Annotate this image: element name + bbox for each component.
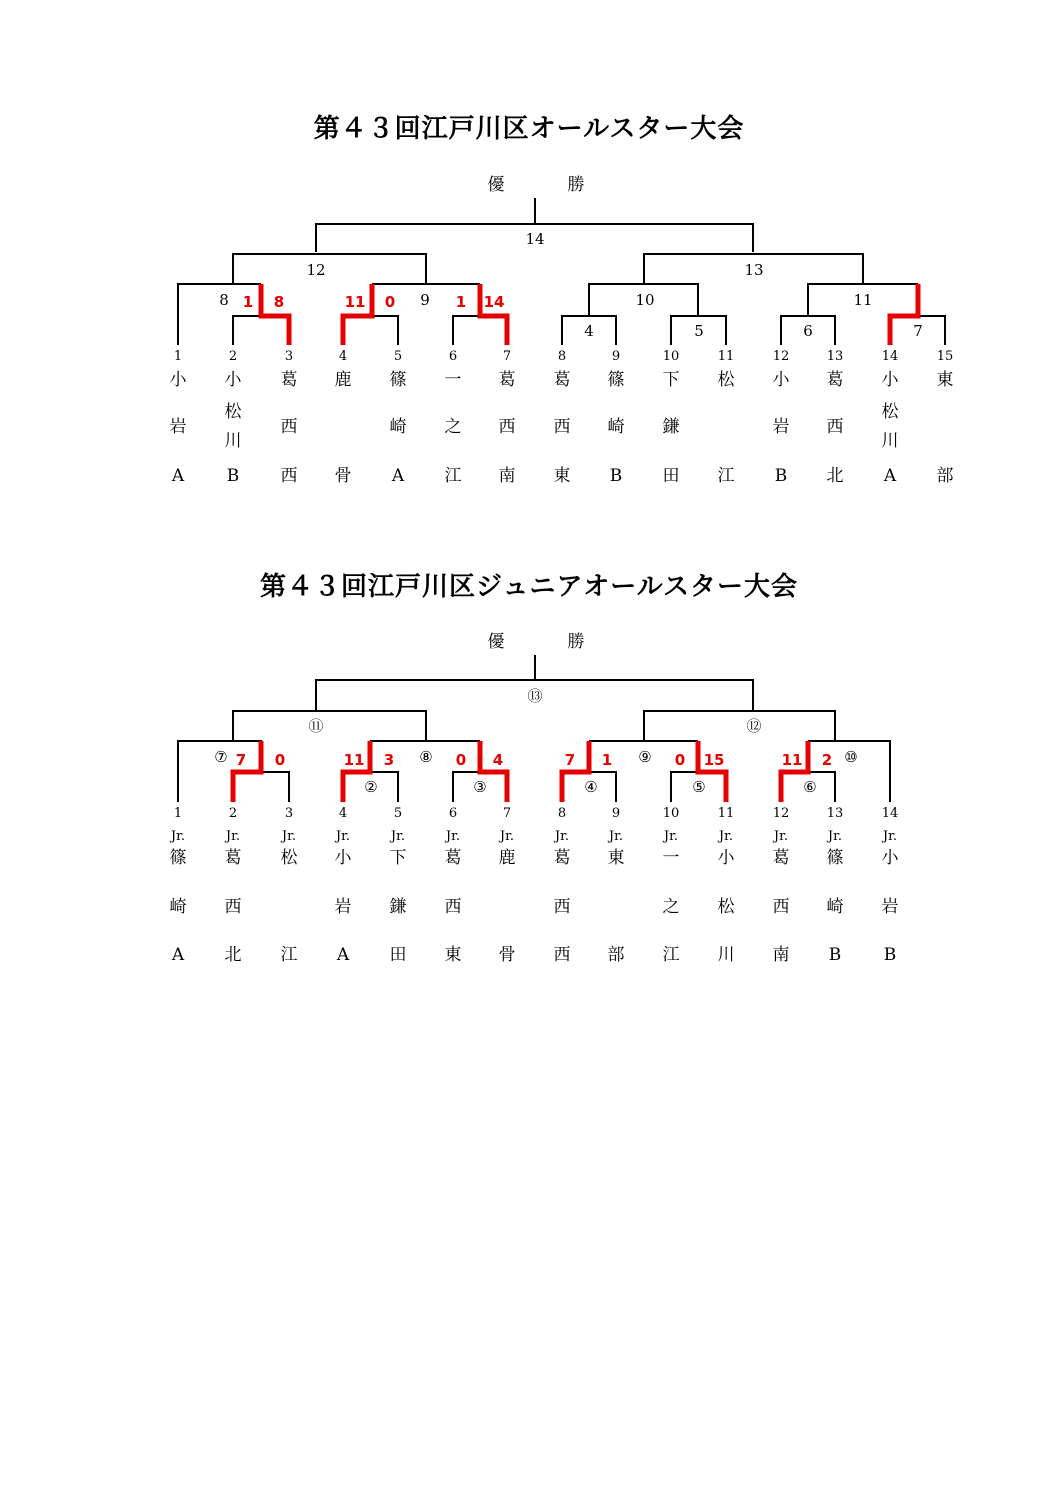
team-seed-number: 3 [284,806,294,821]
junior-prefix: Jr. [170,829,186,844]
team-seed-number: 11 [717,806,735,821]
senior-match-num: 10 [635,291,655,309]
junior-scores [236,751,832,769]
team-name-char: 西 [826,417,844,437]
team-name-char: 西 [280,466,298,486]
senior-match-num: 8 [219,291,229,309]
team-name-char: 松 [881,402,899,422]
team-seed-number: 11 [717,349,735,364]
team-name-char: 江 [662,945,680,965]
junior-prefix: Jr. [554,829,570,844]
team-name-char: 松 [717,897,735,917]
team-seed-number: 9 [611,806,621,821]
team-name-char: 之 [444,417,462,437]
team-name-char: 西 [224,897,242,917]
team-name-char: 西 [553,417,571,437]
team-name-char: 葛 [553,848,571,868]
senior-team-labels [170,349,954,486]
team-name-char: 岩 [334,897,352,917]
team-name-char: B [609,466,623,486]
team-name-char: 西 [772,897,790,917]
junior-prefix: Jr. [225,829,241,844]
team-name-char: 下 [662,370,680,390]
team-name-char: 東 [936,370,954,390]
team-name-char: 小 [717,848,735,868]
junior-prefix: Jr. [718,829,734,844]
team-seed-number: 7 [502,349,512,364]
team-seed-number: 10 [662,349,680,364]
junior-semi-left [233,711,426,741]
team-name-char: 崎 [607,417,625,437]
senior-score: 8 [273,293,285,311]
team-name-char: 江 [444,466,462,486]
team-name-char: A [391,466,405,486]
team-seed-number: 12 [772,806,790,821]
junior-match-num: ③ [473,778,487,796]
senior-match-num: 11 [853,291,873,309]
junior-match-num: ⑬ [527,687,543,705]
team-seed-number: 7 [502,806,512,821]
junior-score: 4 [492,751,504,769]
team-name-char: 松 [280,848,298,868]
junior-champion-label-1: 優 [487,632,505,652]
team-seed-number: 2 [228,349,238,364]
junior-score: 1 [601,751,613,769]
senior-champion-label-1: 優 [487,175,505,195]
team-name-char: 南 [772,945,790,965]
team-name-char: 松 [717,370,735,390]
team-name-char: 葛 [498,370,516,390]
senior-match-num: 4 [584,322,594,340]
junior-score: 0 [455,751,467,769]
team-name-char: 西 [553,897,571,917]
team-name-char: 西 [444,897,462,917]
junior-match-num: ⑪ [308,717,324,735]
senior-match-num: 7 [913,322,923,340]
junior-score: 2 [821,751,833,769]
team-seed-number: 14 [881,806,899,821]
senior-bracket [170,175,954,486]
junior-match-num: ④ [584,778,598,796]
team-name-char: 骨 [498,945,516,965]
senior-match-num: 13 [744,261,764,279]
senior-champion-label-2: 勝 [567,175,585,195]
team-name-char: 東 [553,466,571,486]
junior-prefix: Jr. [773,829,789,844]
junior-score: 0 [274,751,286,769]
junior-score: 11 [781,751,803,769]
team-name-char: 南 [498,466,516,486]
team-name-char: 之 [662,897,680,917]
team-seed-number: 9 [611,349,621,364]
team-name-char: 篠 [389,370,407,390]
team-seed-number: 5 [393,349,403,364]
junior-match-num: ⑨ [638,748,652,766]
team-name-char: 崎 [826,897,844,917]
junior-team-labels [169,806,900,965]
team-name-char: 川 [224,431,242,451]
team-name-char: 鹿 [334,370,352,390]
team-name-char: 葛 [553,370,571,390]
junior-score: 0 [674,751,686,769]
junior-score: 3 [383,751,395,769]
junior-match-num: ⑥ [803,778,817,796]
junior-prefix: Jr. [882,829,898,844]
team-name-char: 北 [826,466,844,486]
senior-match-num: 6 [803,322,813,340]
junior-prefix: Jr. [827,829,843,844]
team-name-char: 西 [498,417,516,437]
team-name-char: 葛 [772,848,790,868]
junior-semi-right [644,711,835,741]
junior-tournament-title: 第４３回江戸川区ジュニアオールスター大会 [260,572,798,602]
team-name-char: 小 [224,370,242,390]
junior-prefix: Jr. [499,829,515,844]
senior-score: 0 [384,293,396,311]
junior-match-num: ⑫ [746,717,762,735]
team-seed-number: 1 [173,806,183,821]
team-name-char: 田 [662,466,680,486]
team-name-char: 田 [389,945,407,965]
junior-match-num: ② [364,778,378,796]
junior-score: 15 [703,751,725,769]
senior-r1-b [372,316,398,345]
team-name-char: 岩 [772,417,790,437]
senior-score: 1 [455,293,467,311]
junior-match-num: ⑤ [692,778,706,796]
team-seed-number: 3 [284,349,294,364]
senior-score: 11 [344,293,366,311]
senior-match-num: 9 [420,291,430,309]
junior-score: 11 [343,751,365,769]
senior-semi-left [233,254,426,284]
team-seed-number: 2 [228,806,238,821]
team-name-char: B [883,945,897,965]
team-seed-number: 6 [448,349,458,364]
team-name-char: 崎 [389,417,407,437]
team-seed-number: 4 [338,806,348,821]
team-seed-number: 6 [448,806,458,821]
team-name-char: 江 [717,466,735,486]
senior-score: 1 [242,293,254,311]
senior-match-num: 14 [525,230,545,248]
team-name-char: 鎌 [389,897,407,917]
team-name-char: B [828,945,842,965]
senior-match-num: 12 [306,261,326,279]
junior-prefix: Jr. [390,829,406,844]
team-name-char: 部 [936,466,954,486]
team-seed-number: 13 [826,806,844,821]
team-name-char: 江 [280,945,298,965]
team-seed-number: 14 [881,349,899,364]
team-name-char: 篠 [169,848,187,868]
team-name-char: 小 [334,848,352,868]
junior-score: 7 [564,751,576,769]
team-name-char: 川 [717,945,735,965]
team-name-char: 部 [607,945,625,965]
team-seed-number: 8 [557,806,567,821]
team-name-char: A [336,945,350,965]
junior-prefix: Jr. [445,829,461,844]
team-name-char: 葛 [826,370,844,390]
team-name-char: A [883,466,897,486]
team-name-char: 骨 [334,466,352,486]
junior-match-num: ⑦ [214,748,228,766]
team-name-char: 鹿 [498,848,516,868]
team-seed-number: 10 [662,806,680,821]
team-name-char: 下 [389,848,407,868]
team-name-char: 西 [553,945,571,965]
junior-champion-label-2: 勝 [567,632,585,652]
junior-match-num: ⑩ [844,748,858,766]
team-name-char: 東 [444,945,462,965]
junior-prefix: Jr. [663,829,679,844]
team-name-char: 一 [444,370,462,390]
team-name-char: 岩 [881,897,899,917]
team-name-char: 東 [607,848,625,868]
team-seed-number: 12 [772,349,790,364]
junior-prefix: Jr. [281,829,297,844]
junior-prefix: Jr. [335,829,351,844]
team-name-char: 一 [662,848,680,868]
team-name-char: 篠 [607,370,625,390]
senior-match-num: 5 [694,322,704,340]
team-seed-number: 5 [393,806,403,821]
team-name-char: 葛 [224,848,242,868]
team-name-char: 川 [881,431,899,451]
team-name-char: A [171,466,185,486]
team-name-char: 篠 [826,848,844,868]
senior-bracket-lines [178,198,945,345]
team-name-char: 崎 [169,897,187,917]
team-name-char: 小 [881,370,899,390]
senior-r1-c [453,316,480,345]
team-seed-number: 1 [173,349,183,364]
senior-r1-a [233,316,261,345]
team-name-char: 小 [169,370,187,390]
team-name-char: 松 [224,402,242,422]
team-name-char: 岩 [169,417,187,437]
junior-bracket [169,632,900,965]
team-name-char: A [171,945,185,965]
team-name-char: 北 [224,945,242,965]
team-name-char: 鎌 [662,417,680,437]
team-seed-number: 15 [936,349,954,364]
team-name-char: 葛 [280,370,298,390]
team-name-char: 小 [881,848,899,868]
team-name-char: B [774,466,788,486]
team-name-char: 葛 [444,848,462,868]
senior-tournament-title: 第４３回江戸川区オールスター大会 [313,114,745,144]
team-name-char: B [226,466,240,486]
team-seed-number: 4 [338,349,348,364]
junior-prefix: Jr. [608,829,624,844]
junior-match-num: ⑧ [419,748,433,766]
team-name-char: 西 [280,417,298,437]
senior-score: 14 [483,293,505,311]
team-seed-number: 8 [557,349,567,364]
junior-score: 7 [235,751,247,769]
junior-match-numbers [214,687,857,796]
team-seed-number: 13 [826,349,844,364]
team-name-char: 小 [772,370,790,390]
